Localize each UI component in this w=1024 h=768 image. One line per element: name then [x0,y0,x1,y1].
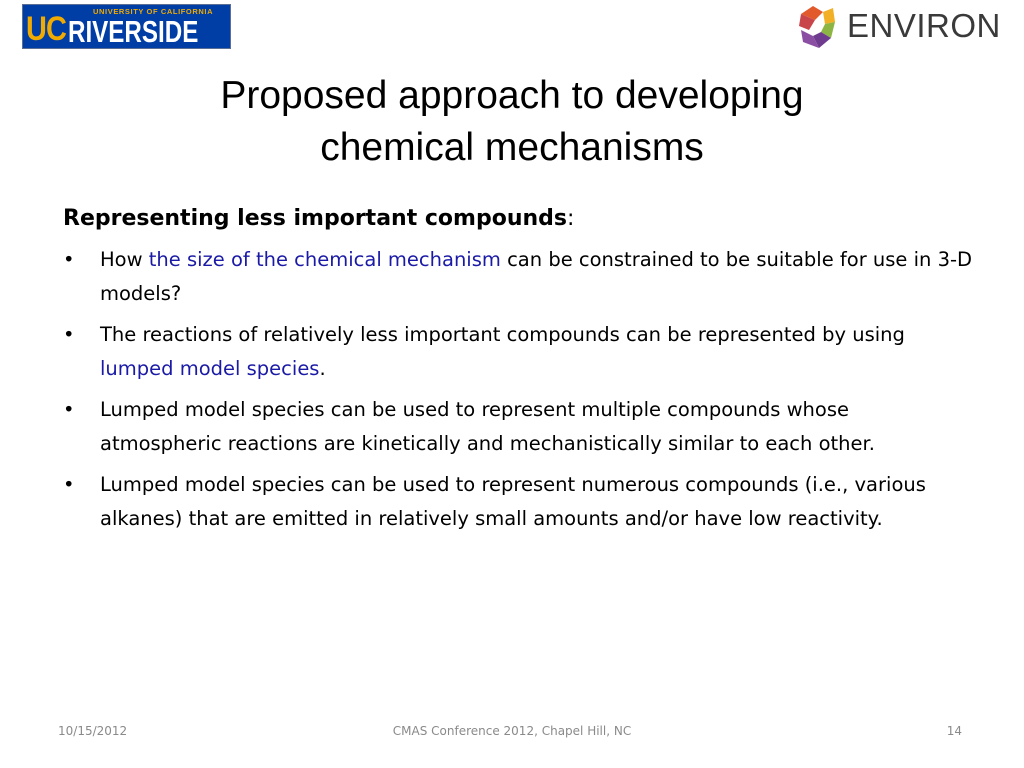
bullet-marker: • [63,398,75,421]
bullet-4-text: Lumped model species can be used to represent numerous compounds (i.e., various alkanes) that are emitted in relatively small amounts and/or have low reactivity. [100,473,926,530]
footer-conference: CMAS Conference 2012, Chapel Hill, NC [392,724,632,738]
bullet-item-1 [63,243,973,311]
bullet-2-highlight: lumped model species [100,357,320,380]
bullet-marker: • [63,473,75,496]
bullet-marker: • [63,248,75,271]
bullet-item-3 [63,393,973,461]
environ-logo [795,2,1010,50]
footer-page-number: 14 [946,724,962,738]
slide-body [63,202,973,543]
ucr-logo-riverside: RIVERSIDE [68,14,199,49]
footer-date: 10/15/2012 [58,724,128,738]
bullet-1-pre: How [100,248,149,271]
bullet-1-post: can be constrained to be suitable for use in 3-D models? [100,248,973,305]
bullet-2-post: . [319,357,326,380]
section-heading-text: Representing less important compounds [63,206,567,231]
section-heading [63,202,973,236]
bullet-2-pre: The reactions of relatively less important compounds can be represented by using [100,323,905,346]
bullet-3-text: Lumped model species can be used to represent multiple compounds whose atmospheric reactions are kinetically and mechanistically similar to each other. [100,398,875,455]
environ-wordmark: ENVIRON [847,7,1001,44]
ucr-logo-university: UNIVERSITY OF CALIFORNIA [93,7,214,16]
slide-title-line-1: Proposed approach to developing [220,74,804,117]
bullet-list [63,243,973,536]
ucr-logo [22,4,231,49]
slide-title-line-2: chemical mechanisms [320,126,704,169]
section-heading-colon: : [566,206,575,231]
bullet-item-4 [63,468,973,536]
slide-title [100,70,924,174]
bullet-item-2 [63,318,973,386]
ucr-logo-uc: UC [26,10,67,48]
bullet-1-highlight: the size of the chemical mechanism [148,248,501,271]
environ-mark-icon [795,2,839,50]
bullet-marker: • [63,323,75,346]
